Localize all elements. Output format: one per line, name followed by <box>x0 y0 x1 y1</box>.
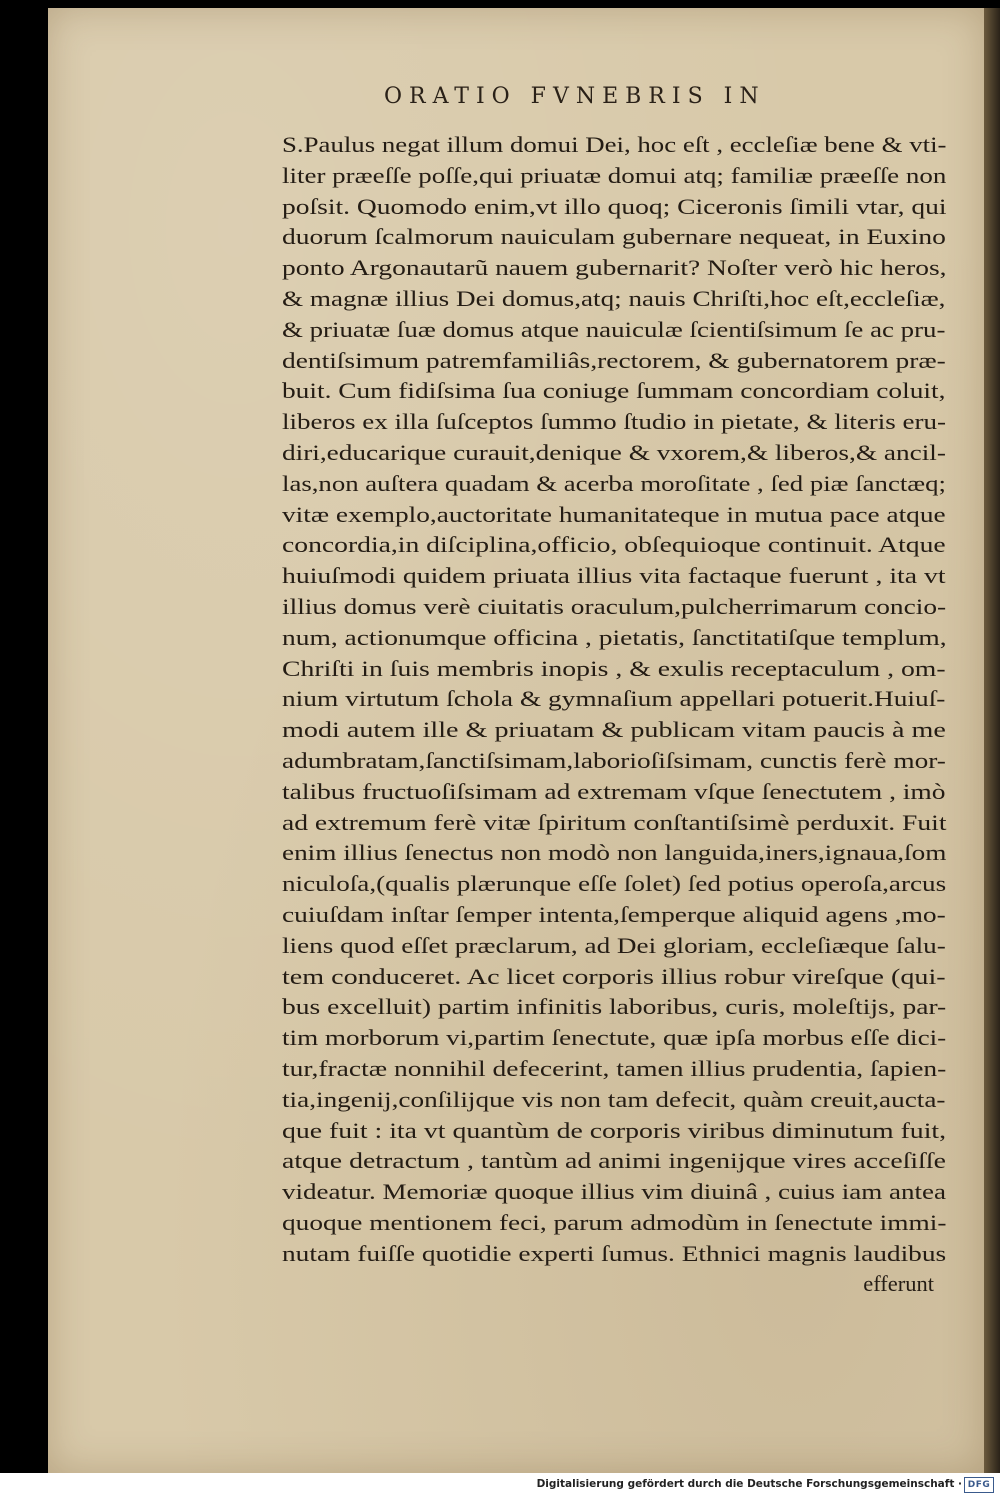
text-line: illius domus verè ciuitatis oraculum,pulcherrimarum concio- <box>282 593 947 619</box>
running-head: ORATIO FVNEBRIS IN <box>384 84 766 109</box>
text-line: nium virtutum ſchola & gymnaſium appellari potuerit.Huiuſ- <box>282 686 946 712</box>
text-line: liberos ex illa ſuſceptos ſummo ſtudio in pietate, & literis eru- <box>282 409 947 435</box>
text-line: tim morborum vi,partim ſenectute, quæ ipſa morbus eſſe dici- <box>282 1025 947 1051</box>
text-line: dentiſsimum patremfamiliâs,rectorem, & gubernatorem præ- <box>282 347 946 373</box>
text-line: liter præeſſe poſſe,qui priuatæ domui atq; familiæ præeſſe non <box>282 162 947 188</box>
text-line: las,non auſtera quadam & acerba moroſitate , ſed piæ ſanctæq; <box>282 470 946 496</box>
text-line: adumbratam,ſanctiſsimam,laborioſiſsimam, cunctis ferè mor- <box>282 747 946 773</box>
text-line: bus excelluit) partim infinitis laboribus, curis, moleſtijs, par- <box>282 994 947 1020</box>
text-line: tur,fractæ nonnihil defecerint, tamen illius prudentia, ſapien- <box>282 1055 947 1081</box>
body-text <box>282 130 946 1300</box>
text-line: que fuit : ita vt quantùm de corporis viribus diminutum fuit, <box>282 1117 947 1143</box>
text-line: duorum ſcalmorum nauiculam gubernare nequeat, in Euxino <box>282 224 946 250</box>
text-line: niculoſa,(qualis plærunque eſſe ſolet) ſed potius operoſa,arcus <box>282 871 947 897</box>
text-line: poſsit. Quomodo enim,vt illo quoq; Ciceronis ſimili vtar, qui <box>282 193 947 219</box>
text-line: quoque mentionem feci, parum admodùm in ſenectute immi- <box>282 1209 947 1235</box>
text-line: & priuatæ ſuæ domus atque nauiculæ ſcientiſsimum ſe ac pru- <box>282 316 946 342</box>
text-line: num, actionumque officina , pietatis, ſanctitatiſque templum, <box>282 624 947 650</box>
text-line: enim illius ſenectus non modò non languida,iners,ignaua,ſom <box>282 840 947 866</box>
catchword: efferunt <box>863 1271 934 1297</box>
text-line: talibus fructuoſiſsimam ad extremam vſque ſenectutem , imò <box>282 778 946 804</box>
text-line: concordia,in diſciplina,officio, obſequioque continuit. Atque <box>282 532 946 558</box>
digitization-credit: Digitalisierung gefördert durch die Deutsche Forschungsgemeinschaft · <box>536 1478 962 1490</box>
text-line: videatur. Memoriæ quoque illius vim diuinâ , cuius iam antea <box>282 1179 947 1205</box>
text-line: & magnæ illius Dei domus,atq; nauis Chriſti,hoc eſt,eccleſiæ, <box>282 285 946 311</box>
text-line: cuiuſdam inſtar ſemper intenta,ſemperque aliquid agens ,mo- <box>282 901 946 927</box>
text-line: tia,ingenij,conſilijque vis non tam defecit, quàm creuit,aucta- <box>282 1086 946 1112</box>
dfg-logo-icon: DFG <box>964 1477 994 1493</box>
text-line: modi autem ille & priuatam & publicam vitam paucis à me <box>282 717 946 743</box>
text-line: tem conduceret. Ac licet corporis illius robur vireſque (qui- <box>282 963 946 989</box>
text-line: diri,educarique curauit,denique & vxorem,& liberos,& ancil- <box>282 439 946 465</box>
text-line: huiuſmodi quidem priuata illius vita factaque fuerunt , ita vt <box>282 563 946 589</box>
text-line: atque detractum , tantùm ad animi ingenijque vires acceſiſſe <box>282 1148 946 1174</box>
text-line: S.Paulus negat illum domui Dei, hoc eſt , eccleſiæ bene & vti- <box>282 132 947 157</box>
text-line: nutam fuiſſe quotidie experti ſumus. Ethnici magnis laudibus <box>282 1240 947 1266</box>
text-line: ponto Argonautarũ nauem gubernarit? Noſter verò hic heros, <box>282 255 947 281</box>
text-line: Chriſti in ſuis membris inopis , & exulis receptaculum , om- <box>282 655 946 681</box>
text-line: ad extremum ferè vitæ ſpiritum conſtantiſsimè perduxit. Fuit <box>282 809 947 835</box>
text-line: liens quod eſſet præclarum, ad Dei gloriam, eccleſiæque ſalu- <box>282 932 946 958</box>
text-line: vitæ exemplo,auctoritate humanitateque in mutua pace atque <box>282 501 946 527</box>
text-line: buit. Cum fidiſsima ſua coniuge ſummam concordiam coluit, <box>282 378 946 404</box>
